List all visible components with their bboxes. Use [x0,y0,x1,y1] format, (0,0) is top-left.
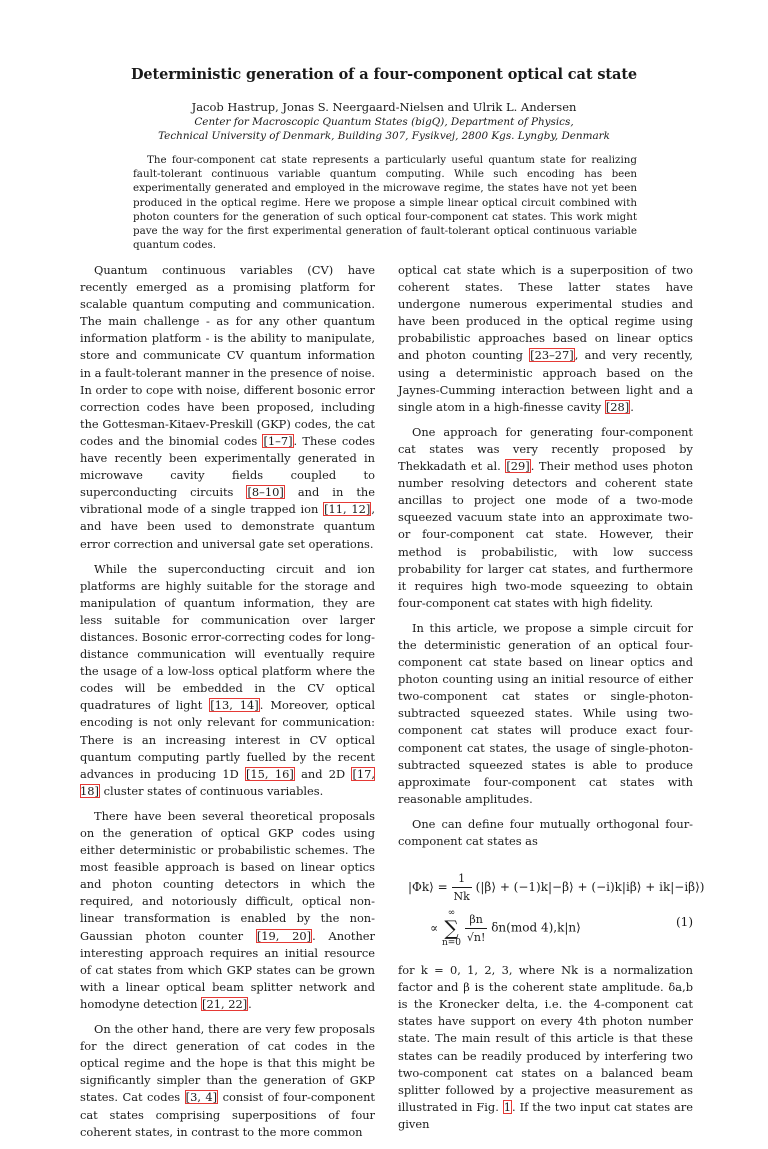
paragraph [80,808,375,1013]
citation-link[interactable]: [15, 16] [245,766,294,781]
equation-number: (1) [676,915,693,930]
text: One approach for generating four-component cat states was very recently proposed by Thekkadath et al. [398,424,693,474]
equation-rhs: (|β⟩ + (−1)k|−β⟩ + (−i)k|iβ⟩ + ik|−iβ⟩) [475,880,705,895]
equation-rhs: δn(mod 4),k|n⟩ [491,920,581,935]
paragraph [398,424,693,612]
author-list: Jacob Hastrup, Jonas S. Neergaard-Nielsen and Ulrik L. Andersen [191,100,577,114]
left-column [80,262,375,1149]
text: Quantum continuous variables (CV) have recently emerged as a promising platform for scalable quantum computing and communication. The main challenge - as for any other quantum information platform - is the ability to manipulate, store and communicate CV quantum information in a fault-tolerant manner in the presence of noise. In order to cope with noise, different bosonic error correction codes have been proposed, including the Gottesman-Kitaev-Preskill (GKP) codes, the cat codes and the binomial codes [80,263,375,448]
affiliation-line-1: Center for Macroscopic Quantum States (bigQ), Department of Physics, [194,116,574,128]
sum-upper: ∞ [447,908,456,919]
text: . These codes have recently been experimentally generated in microwave cavity fields coupled to superconducting circuits [80,433,375,500]
citation-link[interactable]: [11, 12] [324,502,371,517]
sigma-icon: ∑ [444,916,459,941]
citation-link[interactable]: [3, 4] [185,1090,218,1105]
proportional-symbol: ∝ [430,920,439,935]
abstract: The four-component cat state represents a particularly useful quantum state for realizing fault-tolerant continuous variable quantum computing. While such encoding has been experimentally generated and employed in the microwave regime, the states have not yet been produced in the optical regime. Here we propose a simple linear optical circuit combined with photon counters for the generation of such optical four-component cat states. This work might pave the way for the first experimental generation of fault-tolerant optical continuous variable quantum codes. [133,154,637,252]
text: . [630,399,634,414]
fraction-denominator: Nk [453,890,470,904]
text: . Their method uses photon number resolving detectors and coherent state ancillas to project one mode of a two-mode squeezed vacuum state into an approximate two- or four-component cat state. However, their method is probabilistic, with low success probability for larger cat states, and furthermore it requires high two-mode squeezing to obtain four-component cat states with high fidelity. [398,459,693,610]
text: . [248,996,252,1011]
text: , and have been used to demonstrate quantum error correction and universal gate set operations. [80,502,375,551]
text: cluster states of continuous variables. [99,783,324,798]
equation-1 [398,864,705,952]
paragraph [398,262,693,416]
text: . Another interesting approach requires an initial resource of cat states from which GKP states can be grown with a linear optical beam splitter network and homodyne detection [80,928,375,1011]
equation-lhs: |Φk⟩ = [408,880,448,895]
figure-link[interactable]: 1 [503,1099,512,1114]
text: optical cat state which is a superposition of two coherent states. These latter states have undergone numerous experimental studies and have been produced in the optical regime using probabilistic approaches based on linear optics and photon counting [398,263,693,363]
text: While the superconducting circuit and ion platforms are highly suitable for the storage and manipulation of quantum information, they are less suitable for communication over larger distances. Bosonic error-correcting codes for long-distance communication will eventually require the usage of a low-loss optical platform where the codes will be embedded in the CV optical quadratures of light [80,561,375,713]
paragraph [398,962,693,1133]
text: There have been several theoretical proposals on the generation of optical GKP codes using either deterministic or probabilistic schemes. The most feasible approach is based on linear optics and photon counting detectors in which the required, and notoriously difficult, optical non-linear transformation is enabled by the non-Gaussian photon counter [80,808,375,943]
fraction [452,870,472,905]
right-column [398,262,705,1141]
text: , and very recently, using a deterministic approach based on the Jaynes-Cumming interaction between light and a single atom in a high-finesse cavity [398,348,693,414]
citation-link[interactable]: [1–7] [263,433,293,448]
citation-link[interactable]: [21, 22] [202,996,248,1011]
text: for k = 0, 1, 2, 3, where Nk is a normalization factor and β is the coherent state amplitude. δa,b is the Kronecker delta, i.e. the 4-component cat states have support on every 4th photon number state. The main result of this article is that these states can be readily produced by interfering two two-component cat states on a balanced beam splitter followed by a projective measurement as illustrated in Fig. [398,963,693,1114]
fraction [465,911,488,946]
text: consist of four-component cat states comprising superpositions of four coherent states, in contrast to the more common [80,1090,375,1139]
citation-link[interactable]: [19, 20] [256,928,312,943]
text: and in the vibrational mode of a single trapped ion [80,485,375,517]
paragraph: In this article, we propose a simple circuit for the deterministic generation of an optical four-component cat state based on linear optics and photon counting using an initial resource of either two-component cat states or single-photon-subtracted squeezed states. While using two-component cat states will produce exact four-component cat states, the usage of single-photon-subtracted squeezed states is able to produce approximate four-component cat states with reasonable amplitudes. [398,620,693,806]
paper-title: Deterministic generation of a four-component optical cat state [130,66,638,83]
citation-link[interactable]: [8–10] [247,485,284,500]
fraction-numerator: 1 [452,870,472,888]
citation-link[interactable]: [23–27] [530,348,574,363]
text: On the other hand, there are very few proposals for the direct generation of cat codes in the optical regime and the hope is that this might be significantly simpler than the generation of GKP states. Cat codes [80,1022,375,1105]
citation-link[interactable]: [28] [605,399,630,414]
fraction-denominator: √n! [466,930,486,944]
paragraph: One can define four mutually orthogonal four-component cat states as [398,816,693,848]
text: . If the two input cat states are given [398,1099,693,1131]
fraction-numerator: βn [465,911,488,929]
equation-line-1 [408,870,704,905]
affiliation-line-2: Technical University of Denmark, Building 307, Fysikvej, 2800 Kgs. Lyngby, Denmark [158,130,610,142]
equation-line-2 [408,908,581,948]
paragraph [80,1021,375,1141]
summation [442,908,461,948]
text: and 2D [294,766,352,781]
citation-link[interactable]: [29] [506,459,530,474]
sum-lower: n=0 [441,938,462,949]
text: . Moreover, optical encoding is not only relevant for communication: There is an increasing interest in CV optical quantum computing partly fuelled by the recent advances in producing 1D [80,698,375,781]
paragraph [80,561,375,800]
citation-link[interactable]: [17, 18] [80,766,375,798]
citation-link[interactable]: [13, 14] [210,698,259,713]
paragraph [80,262,375,553]
